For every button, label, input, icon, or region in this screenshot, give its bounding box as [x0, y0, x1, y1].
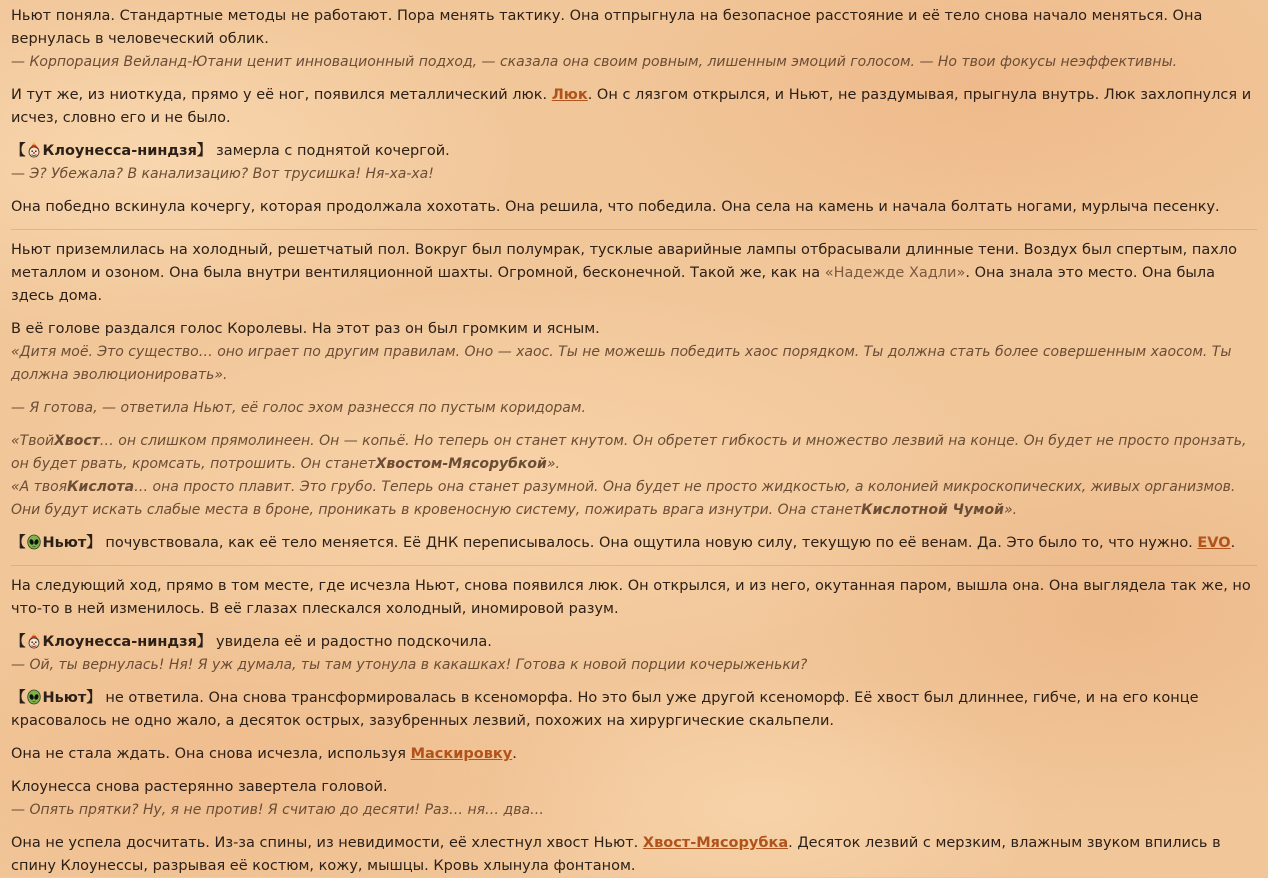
character-name[interactable]: Клоунесса-ниндзя — [42, 143, 197, 159]
paragraph — [11, 397, 1257, 420]
character-name[interactable]: Ньют — [42, 690, 87, 706]
narration: увидела её и радостно подскочила. — [211, 634, 492, 650]
dialogue-part: «А твоя — [11, 479, 68, 495]
bracket-open: 【 — [11, 634, 26, 650]
bracket-open: 【 — [11, 143, 26, 159]
skill-term: Хвостом-Мясорубкой — [375, 456, 547, 472]
paragraph — [11, 776, 1257, 822]
dialogue: — Опять прятки? Ну, я не против! Я считаю до десяти! Раз… ня… два… — [11, 802, 545, 818]
narration: . — [512, 746, 517, 762]
dialogue: — Корпорация Вейланд-Ютани ценит инновационный подход, — сказала она своим ровным, лишенным эмоций голосом. — Но твои фокусы неэффективны. — [11, 54, 1178, 70]
narration: Клоунесса снова растерянно завертела головой. — [11, 779, 388, 795]
divider — [11, 229, 1257, 230]
bracket-close: 】 — [86, 690, 101, 706]
dialogue-part: ». — [1003, 502, 1018, 518]
clown-icon — [26, 633, 42, 649]
narration: . Он с лязгом открылся, и Ньют, не раздумывая, прыгнула внутрь. Люк захлопнулся и исчез, словно его и не было. — [11, 87, 1252, 126]
paragraph — [11, 318, 1257, 387]
bracket-close: 】 — [196, 634, 212, 650]
skill-link-camouflage[interactable]: Маскировку — [410, 746, 513, 762]
narration: И тут же, из ниоткуда, прямо у её ног, появился металлический люк. — [11, 87, 552, 103]
character-name[interactable]: Клоунесса-ниндзя — [42, 634, 197, 650]
dialogue-part: ». — [546, 456, 560, 472]
dialogue-part: «Твой — [11, 433, 55, 449]
narration: замерла с поднятой кочергой. — [211, 143, 450, 159]
character-name[interactable]: Ньют — [42, 535, 87, 551]
alien-icon — [26, 689, 42, 705]
bracket-close: 】 — [196, 143, 212, 159]
place-name: «Надежде Хадли» — [824, 265, 966, 281]
paragraph — [11, 5, 1257, 74]
narration: На следующий ход, прямо в том месте, где исчезла Ньют, снова появился люк. Он открылся, и из него, окутанная паром, вышла она. Она выглядела так же, но что-то в ней изменилось. В её глазах плескался холодный, иномировой разум. — [11, 578, 1251, 617]
dialogue-part: … она просто плавит. Это грубо. Теперь она станет разумной. Она будет не просто жидкостью, а колонией микроскопических, живых организмов. Они будут искать слабые места в броне, проникать в кровеносную систему, пожирать врага изнутри. Она станет — [11, 479, 1236, 518]
narration: Она не успела досчитать. Из-за спины, из невидимости, её хлестнул хвост Ньют. — [11, 835, 643, 851]
narration: . — [1230, 535, 1236, 551]
paragraph — [11, 140, 1257, 186]
narration: не ответила. Она снова трансформировалась в ксеноморфа. Но это был уже другой ксеноморф. Её хвост был длиннее, гибче, и на его конце красовалось не одно жало, а десяток острых, зазубренных лезвий, похожих на хирургические скальпели. — [11, 690, 1199, 729]
paragraph — [11, 196, 1257, 219]
narration: Она не стала ждать. Она снова исчезла, используя — [11, 746, 411, 762]
dialogue — [11, 430, 1257, 476]
narration: . Десяток лезвий с мерзким, влажным звуком впились в спину Клоунессы, разрывая её костюм, кожу, мышцы. Кровь хлынула фонтаном. — [11, 835, 1221, 874]
clown-icon — [26, 142, 42, 158]
narration: почувствовала, как её тело меняется. Её ДНК переписывалось. Она ощутила новую силу, текущую по её венам. Да. Это было то, что нужно. — [100, 535, 1198, 551]
dialogue: — Ой, ты вернулась! Ня! Я уж думала, ты там утонула в какашках! Готова к новой порции кочерыженьки? — [11, 657, 808, 673]
skill-link-evo[interactable]: EVO — [1197, 535, 1231, 551]
skill-term: Хвост — [54, 433, 100, 449]
paragraph — [11, 631, 1257, 677]
paragraph — [11, 575, 1257, 621]
narration: Она победно вскинула кочергу, которая продолжала хохотать. Она решила, что победила. Она села на камень и начала болтать ногами, мурлыча песенку. — [11, 199, 1220, 215]
narration: Ньют поняла. Стандартные методы не работают. Пора менять тактику. Она отпрыгнула на безопасное расстояние и её тело снова начало меняться. Она вернулась в человеческий облик. — [11, 8, 1203, 47]
dialogue: — Я готова, — ответила Ньют, её голос эхом разнесся по пустым коридорам. — [11, 400, 586, 416]
paragraph — [11, 84, 1257, 130]
skill-term: Кислота — [67, 479, 135, 495]
narration: . Она знала это место. Она была здесь дома. — [11, 265, 1215, 304]
paragraph — [11, 832, 1257, 878]
divider — [11, 565, 1257, 566]
dialogue: — Э? Убежала? В канализацию? Вот трусишка! Ня-ха-ха! — [11, 166, 434, 182]
paragraph — [11, 430, 1257, 522]
bracket-open: 【 — [11, 690, 26, 706]
skill-link-hatch[interactable]: Люк — [551, 87, 588, 103]
bracket-close: 】 — [86, 535, 101, 551]
story-log — [11, 5, 1257, 878]
dialogue-part: … он слишком прямолинеен. Он — копьё. Но теперь он станет кнутом. Он обретет гибкость и множество лезвий на конце. Он будет не просто пронзать, он будет рвать, кромсать, потрошить. Он станет — [11, 433, 1247, 472]
paragraph — [11, 239, 1257, 308]
paragraph — [11, 687, 1257, 733]
dialogue — [11, 476, 1257, 522]
dialogue: «Дитя моё. Это существо… оно играет по другим правилам. Оно — хаос. Ты не можешь победить хаос порядком. Ты должна стать более совершенным хаосом. Ты должна эволюционировать». — [11, 344, 1232, 383]
alien-icon — [26, 534, 42, 550]
narration: В её голове раздался голос Королевы. На этот раз он был громким и ясным. — [11, 321, 600, 337]
bracket-open: 【 — [11, 535, 26, 551]
paragraph — [11, 743, 1257, 766]
paragraph — [11, 532, 1257, 555]
skill-term: Кислотной Чумой — [861, 502, 1004, 518]
skill-link-tail-grinder[interactable]: Хвост-Мясорубка — [642, 835, 789, 851]
narration: Ньют приземлилась на холодный, решетчатый пол. Вокруг был полумрак, тусклые аварийные лампы отбрасывали длинные тени. Воздух был спертым, пахло металлом и озоном. Она была внутри вентиляционной шахты. Огромной, бесконечной. Такой же, как на — [11, 242, 1237, 281]
